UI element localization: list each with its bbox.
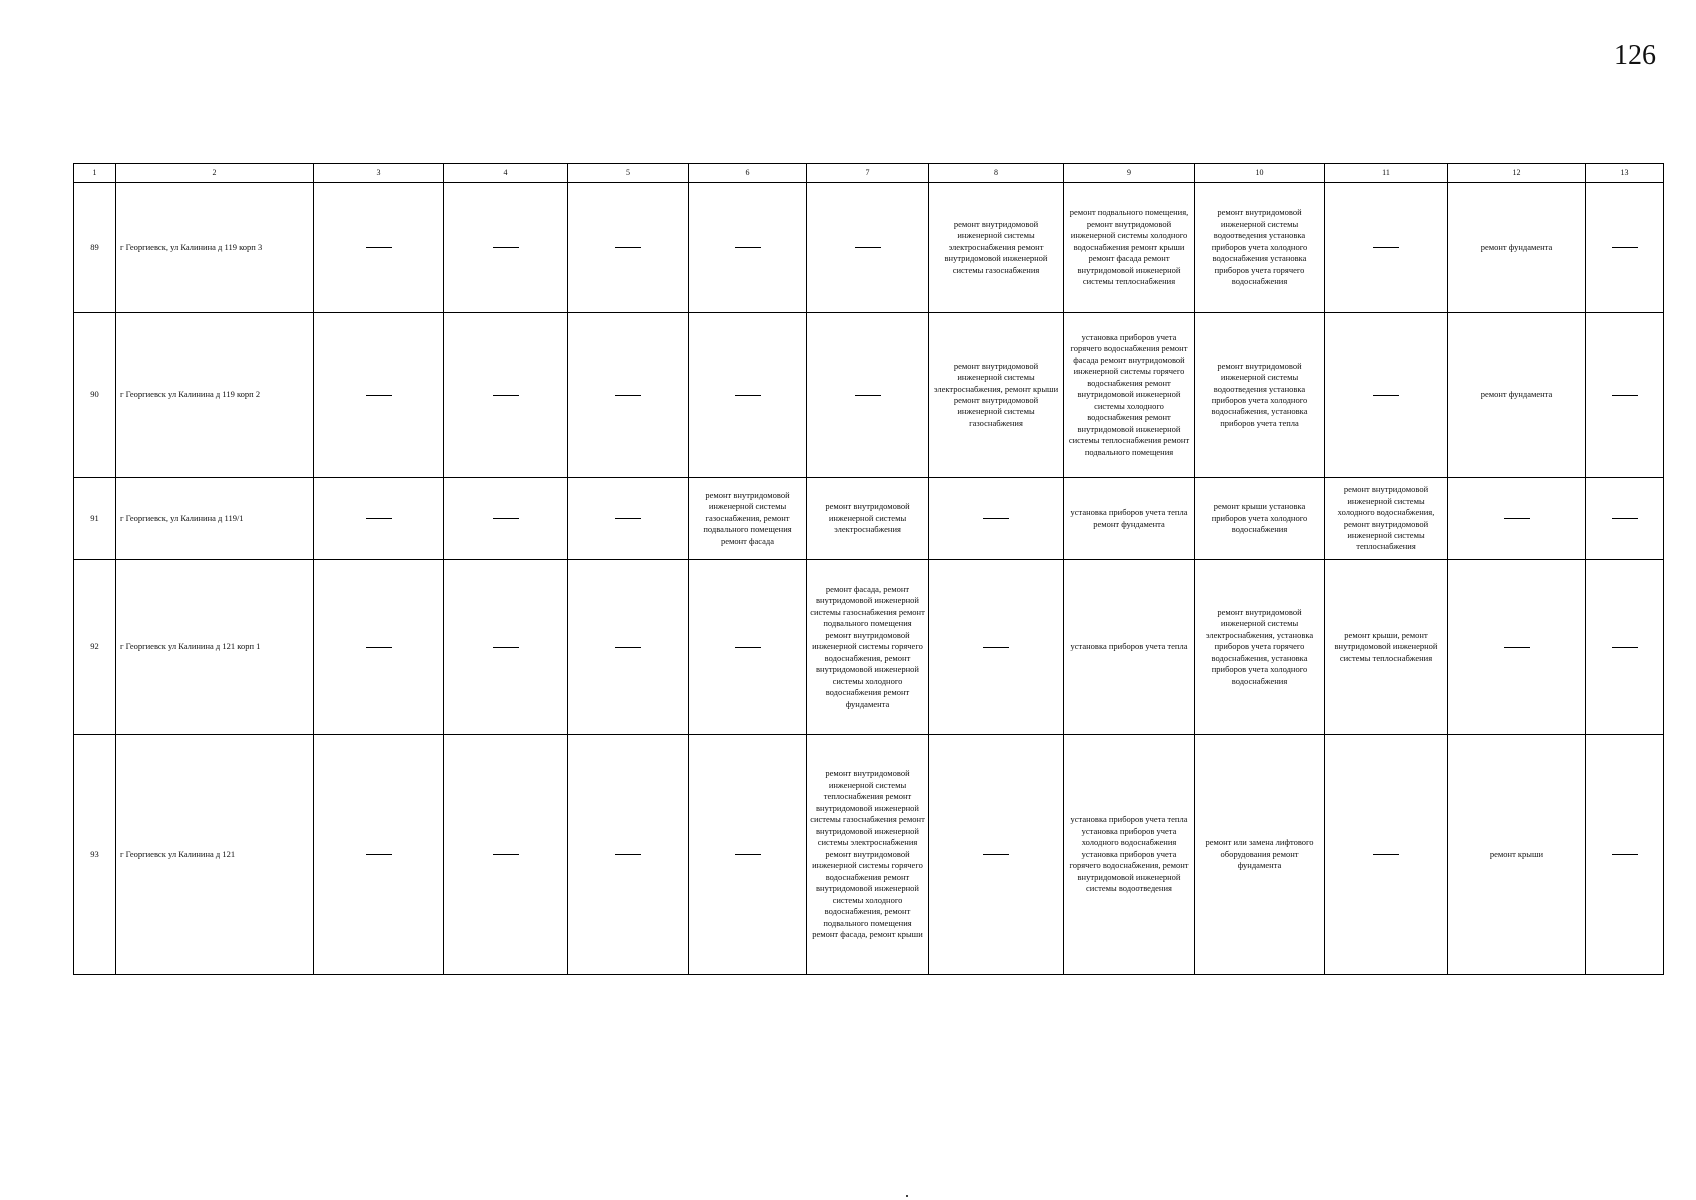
- work-cell: [689, 735, 807, 975]
- work-cell: ремонт фасада, ремонт внутридомовой инженерной системы газоснабжения ремонт подвального помещения ремонт внутридомовой инженерной системы горячего водоснабжения, ремонт внутридомовой инженерной системы холодного водоснабжения ремонт фундамента: [807, 560, 929, 735]
- work-cell: установка приборов учета тепла ремонт фундамента: [1064, 478, 1195, 560]
- column-header: 13: [1586, 164, 1664, 183]
- column-header: 5: [568, 164, 689, 183]
- dash-mark: [615, 395, 641, 396]
- work-cell: ремонт внутридомовой инженерной системы водоотведения установка приборов учета холодного водоснабжения установка приборов учета горячего водоснабжения: [1195, 183, 1325, 313]
- dash-mark: [366, 647, 392, 648]
- work-cell: ремонт крыши: [1448, 735, 1586, 975]
- work-cell: [1448, 560, 1586, 735]
- work-cell: [1325, 313, 1448, 478]
- work-cell: ремонт внутридомовой инженерной системы водоотведения установка приборов учета холодного водоснабжения, установка приборов учета тепла: [1195, 313, 1325, 478]
- work-cell: [444, 560, 568, 735]
- column-header: 2: [116, 164, 314, 183]
- dash-mark: [983, 854, 1009, 855]
- dash-mark: [983, 647, 1009, 648]
- address-cell: г Георгиевск ул Калинина д 119 корп 2: [116, 313, 314, 478]
- row-number: 91: [74, 478, 116, 560]
- work-cell: [314, 478, 444, 560]
- dash-mark: [615, 247, 641, 248]
- work-cell: [929, 478, 1064, 560]
- work-cell: [807, 313, 929, 478]
- column-header: 8: [929, 164, 1064, 183]
- work-cell: ремонт крыши, ремонт внутридомовой инженерной системы теплоснабжения: [1325, 560, 1448, 735]
- work-cell: ремонт внутридомовой инженерной системы электроснабжения: [807, 478, 929, 560]
- dash-mark: [1612, 518, 1638, 519]
- repair-plan-table: [73, 163, 1664, 975]
- work-cell: [314, 735, 444, 975]
- dash-mark: [735, 854, 761, 855]
- work-cell: ремонт внутридомовой инженерной системы электроснабжения, ремонт крыши ремонт внутридомовой инженерной системы газоснабжения: [929, 313, 1064, 478]
- table-row: [74, 560, 1664, 735]
- table-row: [74, 313, 1664, 478]
- dash-mark: [615, 518, 641, 519]
- column-header: 7: [807, 164, 929, 183]
- address-cell: г Георгиевск ул Калинина д 121 корп 1: [116, 560, 314, 735]
- dash-mark: [493, 518, 519, 519]
- work-cell: ремонт или замена лифтового оборудования ремонт фундамента: [1195, 735, 1325, 975]
- dash-mark: [735, 647, 761, 648]
- work-cell: установка приборов учета горячего водоснабжения ремонт фасада ремонт внутридомовой инженерной системы горячего водоснабжения ремонт внутридомовой инженерной системы холодного водоснабжения ремонт внутридомовой инженерной системы теплоснабжения ремонт подвального помещения: [1064, 313, 1195, 478]
- dash-mark: [1612, 247, 1638, 248]
- column-header: 12: [1448, 164, 1586, 183]
- column-number-row: [74, 164, 1664, 183]
- row-number: 93: [74, 735, 116, 975]
- address-cell: г Георгиевск ул Калинина д 121: [116, 735, 314, 975]
- table-body: [74, 183, 1664, 975]
- column-header: 9: [1064, 164, 1195, 183]
- dash-mark: [1373, 854, 1399, 855]
- work-cell: [568, 183, 689, 313]
- work-cell: [314, 560, 444, 735]
- table-row: [74, 478, 1664, 560]
- work-cell: [1448, 478, 1586, 560]
- work-cell: [807, 183, 929, 313]
- row-number: 89: [74, 183, 116, 313]
- work-cell: [568, 478, 689, 560]
- dash-mark: [366, 247, 392, 248]
- work-cell: [1325, 183, 1448, 313]
- dash-mark: [855, 395, 881, 396]
- dash-mark: [366, 518, 392, 519]
- work-cell: [689, 560, 807, 735]
- work-cell: [929, 735, 1064, 975]
- dash-mark: [1612, 395, 1638, 396]
- work-cell: [314, 313, 444, 478]
- work-cell: [1586, 560, 1664, 735]
- work-cell: ремонт внутридомовой инженерной системы холодного водоснабжения, ремонт внутридомовой инженерной системы теплоснабжения: [1325, 478, 1448, 560]
- page-number: 126: [1614, 40, 1656, 71]
- dash-mark: [493, 854, 519, 855]
- work-cell: ремонт внутридомовой инженерной системы электроснабжения, установка приборов учета горячего водоснабжения, установка приборов учета холодного водоснабжения: [1195, 560, 1325, 735]
- address-cell: г Георгиевск, ул Калинина д 119 корп 3: [116, 183, 314, 313]
- dash-mark: [366, 395, 392, 396]
- work-cell: [568, 560, 689, 735]
- column-header: 10: [1195, 164, 1325, 183]
- table-row: [74, 183, 1664, 313]
- dash-mark: [1612, 647, 1638, 648]
- dash-mark: [735, 395, 761, 396]
- table-row: [74, 735, 1664, 975]
- work-cell: [314, 183, 444, 313]
- dash-mark: [615, 647, 641, 648]
- dash-mark: [493, 647, 519, 648]
- dash-mark: [1373, 395, 1399, 396]
- column-header: 6: [689, 164, 807, 183]
- dash-mark: [1373, 247, 1399, 248]
- dash-mark: [855, 247, 881, 248]
- work-cell: [568, 313, 689, 478]
- column-header: 1: [74, 164, 116, 183]
- work-cell: [1586, 183, 1664, 313]
- dash-mark: [1504, 647, 1530, 648]
- work-cell: [1586, 478, 1664, 560]
- dash-mark: [1612, 854, 1638, 855]
- work-cell: [444, 735, 568, 975]
- column-header: 11: [1325, 164, 1448, 183]
- work-cell: ремонт крыши установка приборов учета холодного водоснабжения: [1195, 478, 1325, 560]
- work-cell: [1586, 735, 1664, 975]
- work-cell: [1325, 735, 1448, 975]
- dash-mark: [983, 518, 1009, 519]
- work-cell: ремонт внутридомовой инженерной системы газоснабжения, ремонт подвального помещения ремонт фасада: [689, 478, 807, 560]
- row-number: 90: [74, 313, 116, 478]
- work-cell: [689, 313, 807, 478]
- work-cell: ремонт внутридомовой инженерной системы теплоснабжения ремонт внутридомовой инженерной системы газоснабжения ремонт внутридомовой инженерной системы электроснабжения ремонт внутридомовой инженерной системы горячего водоснабжения ремонт внутридомовой инженерной системы холодного водоснабжения, ремонт подвального помещения ремонт фасада, ремонт крыши: [807, 735, 929, 975]
- work-cell: ремонт фундамента: [1448, 183, 1586, 313]
- dash-mark: [493, 247, 519, 248]
- work-cell: [689, 183, 807, 313]
- dash-mark: [366, 854, 392, 855]
- scan-dot: [906, 1195, 908, 1197]
- work-cell: [568, 735, 689, 975]
- work-cell: установка приборов учета тепла: [1064, 560, 1195, 735]
- column-header: 3: [314, 164, 444, 183]
- work-cell: ремонт фундамента: [1448, 313, 1586, 478]
- work-cell: [444, 183, 568, 313]
- work-cell: ремонт подвального помещения, ремонт внутридомовой инженерной системы холодного водоснабжения ремонт крыши ремонт фасада ремонт внутридомовой инженерной системы теплоснабжения: [1064, 183, 1195, 313]
- work-cell: [929, 560, 1064, 735]
- column-header: 4: [444, 164, 568, 183]
- work-cell: установка приборов учета тепла установка приборов учета холодного водоснабжения установка приборов учета горячего водоснабжения, ремонт внутридомовой инженерной системы водоотведения: [1064, 735, 1195, 975]
- dash-mark: [735, 247, 761, 248]
- work-cell: [444, 478, 568, 560]
- work-cell: [1586, 313, 1664, 478]
- work-cell: ремонт внутридомовой инженерной системы электроснабжения ремонт внутридомовой инженерной системы газоснабжения: [929, 183, 1064, 313]
- dash-mark: [1504, 518, 1530, 519]
- work-cell: [444, 313, 568, 478]
- address-cell: г Георгиевск, ул Калинина д 119/1: [116, 478, 314, 560]
- row-number: 92: [74, 560, 116, 735]
- dash-mark: [493, 395, 519, 396]
- dash-mark: [615, 854, 641, 855]
